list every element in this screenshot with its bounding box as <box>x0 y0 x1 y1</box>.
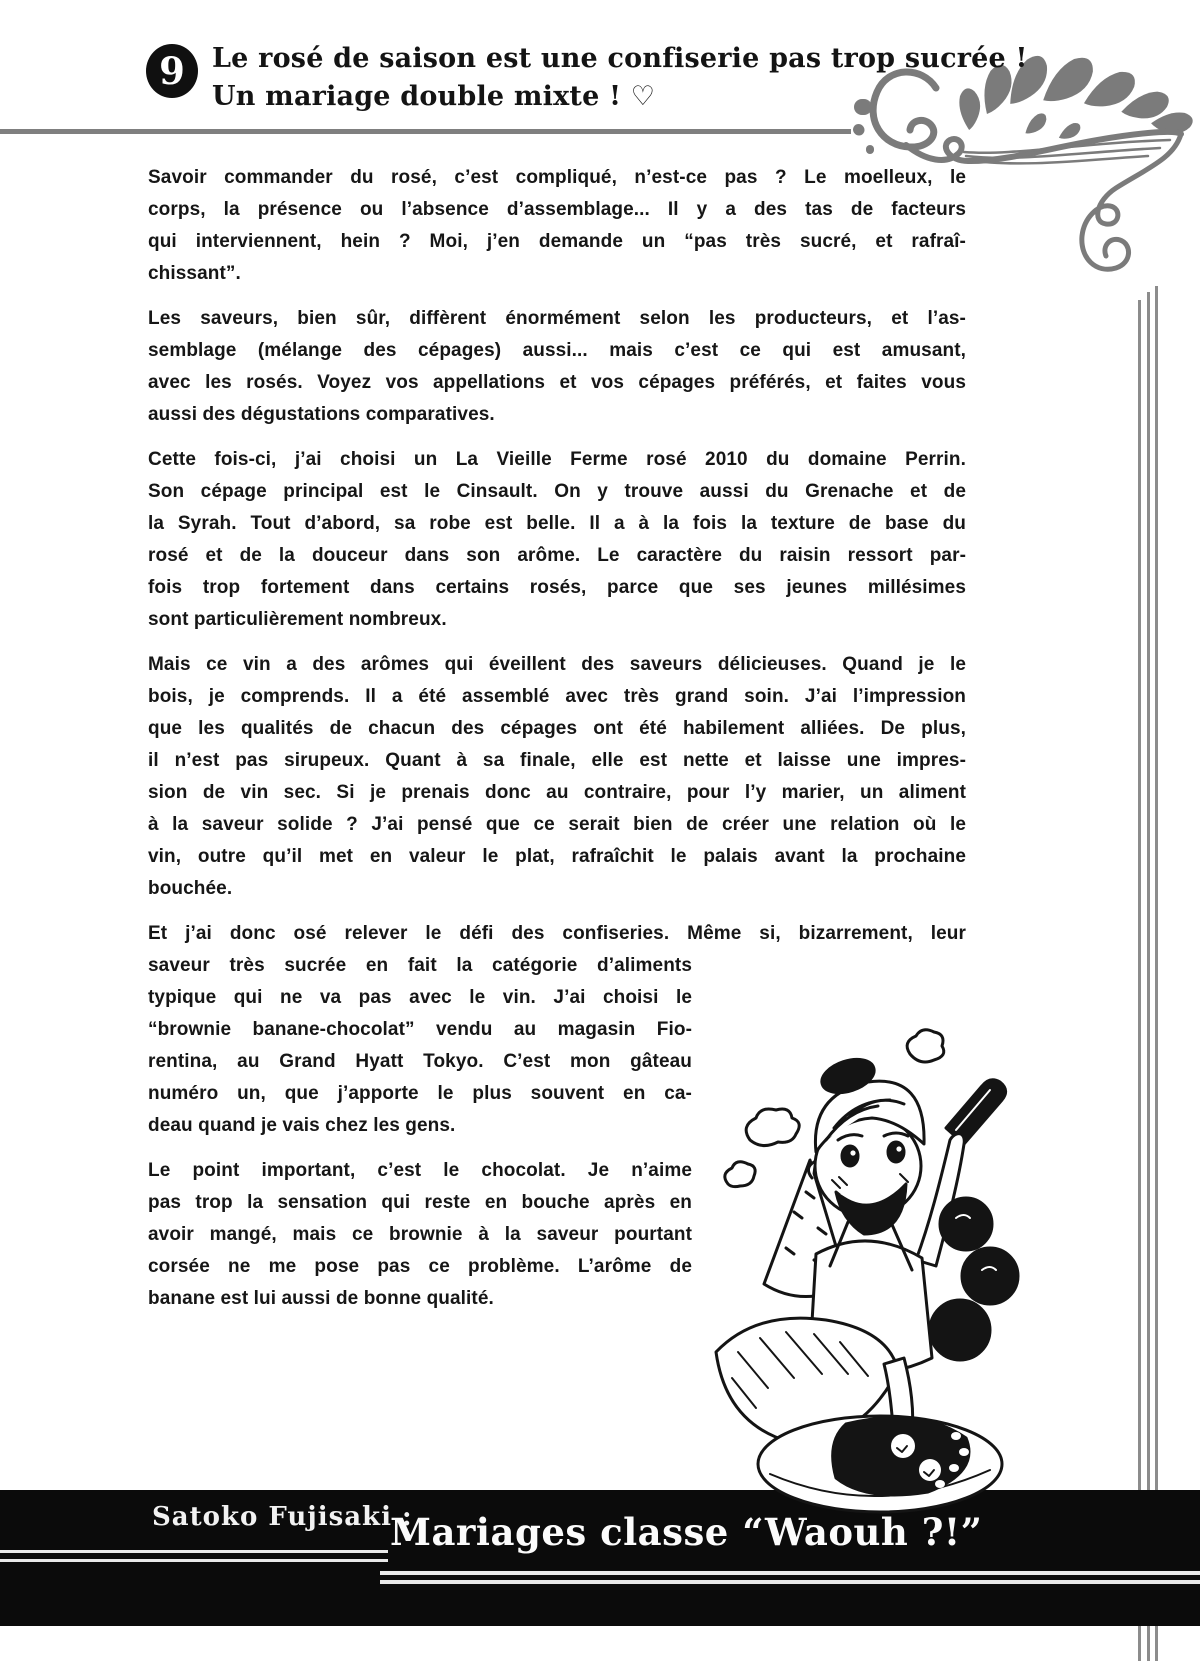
text-line: Les saveurs, bien sûr, diffèrent énormément selon les producteurs, et l’as- <box>148 308 966 329</box>
text-line: typique qui ne va pas avec le vin. J’ai choisi le <box>148 987 692 1008</box>
footer-series-underline <box>380 1571 1200 1575</box>
footer-author-label: Satoko Fujisaki : <box>152 1502 413 1532</box>
character-illustration <box>698 1022 1028 1522</box>
page-title-line1: Le rosé de saison est une confiserie pas trop sucrée ! <box>212 43 1028 74</box>
text-line: semblage (mélange des cépages) aussi... mais c’est ce qui est amusant, <box>148 340 966 361</box>
chapter-number-badge <box>146 44 198 98</box>
text-line: que les qualités de chacun des cépages ont été habilement alliées. De plus, <box>148 718 966 739</box>
text-line: rentina, au Grand Hyatt Tokyo. C’est mon gâteau <box>148 1051 692 1072</box>
text-line: Mais ce vin a des arômes qui éveillent des saveurs délicieuses. Quand je le <box>148 654 966 675</box>
text-line: banane est lui aussi de bonne qualité. <box>148 1288 494 1309</box>
text-line: fois trop fortement dans certains rosés, parce que ses jeunes millésimes <box>148 577 966 598</box>
text-line: Son cépage principal est le Cinsault. On y trouve aussi du Grenache et de <box>148 481 966 502</box>
text-line: qui interviennent, hein ? Moi, j’en demande un “pas très sucré, et rafraî- <box>148 231 966 252</box>
text-line: avec les rosés. Voyez vos appellations et vos cépages préférés, et faites vous <box>148 372 966 393</box>
footer-series-underline <box>380 1580 1200 1584</box>
text-line: corsée ne me pose pas ce problème. L’arôme de <box>148 1256 692 1277</box>
footer-author-underline <box>0 1550 388 1553</box>
page-title-line2: Un mariage double mixte ! ♡ <box>212 81 656 112</box>
text-line: Cette fois-ci, j’ai choisi un La Vieille Ferme rosé 2010 du domaine Perrin. <box>148 449 966 470</box>
paragraph <box>148 303 966 431</box>
text-line: il n’est pas sirupeux. Quant à sa finale, elle est nette et laisse une impres- <box>148 750 966 771</box>
page-edge-rule <box>1155 286 1158 1661</box>
text-line: rosé et de la douceur dans son arôme. Le caractère du raisin ressort par- <box>148 545 966 566</box>
text-line: saveur très sucrée en fait la catégorie d’aliments <box>148 955 692 976</box>
text-line: Et j’ai donc osé relever le défi des confiseries. Même si, bizarrement, leur <box>148 923 966 944</box>
text-line: chissant”. <box>148 263 241 284</box>
text-line: sont particulièrement nombreux. <box>148 609 447 630</box>
paragraph <box>148 444 966 636</box>
chapter-number: 9 <box>159 49 185 93</box>
text-line: la Syrah. Tout d’abord, sa robe est belle. Il a à la fois la texture de base du <box>148 513 966 534</box>
text-line: deau quand je vais chez les gens. <box>148 1115 456 1136</box>
text-line: bois, je comprends. Il a été assemblé avec très grand soin. J’ai l’impression <box>148 686 966 707</box>
paragraph <box>148 162 966 290</box>
page-title <box>212 40 1028 116</box>
text-line: avoir mangé, mais ce brownie à la saveur pourtant <box>148 1224 692 1245</box>
header-divider <box>0 129 851 134</box>
text-line: à la saveur solide ? J’ai pensé que ce serait bien de créer une relation où le <box>148 814 966 835</box>
text-line: Savoir commander du rosé, c’est compliqué, n’est-ce pas ? Le moelleux, le <box>148 167 966 188</box>
page-edge-rule <box>1147 292 1150 1661</box>
text-line: corps, la présence ou l’absence d’assemblage... Il y a des tas de facteurs <box>148 199 966 220</box>
text-line: aussi des dégustations comparatives. <box>148 404 495 425</box>
text-line: bouchée. <box>148 878 233 899</box>
text-line: sion de vin sec. Si je prenais donc au contraire, pour l’y marier, un aliment <box>148 782 966 803</box>
text-line: pas trop la sensation qui reste en bouche après en <box>148 1192 692 1213</box>
footer-series-title: Mariages classe “Waouh ?!” <box>390 1510 983 1554</box>
text-line: Le point important, c’est le chocolat. Je n’aime <box>148 1160 692 1181</box>
footer-author-underline <box>0 1559 388 1562</box>
paragraph <box>148 649 966 905</box>
page-edge-rule <box>1138 300 1141 1661</box>
text-line: numéro un, que j’apporte le plus souvent en ca- <box>148 1083 692 1104</box>
text-line: “brownie banane-chocolat” vendu au magasin Fio- <box>148 1019 692 1040</box>
text-line: vin, outre qu’il met en valeur le plat, rafraîchit le palais avant la prochaine <box>148 846 966 867</box>
